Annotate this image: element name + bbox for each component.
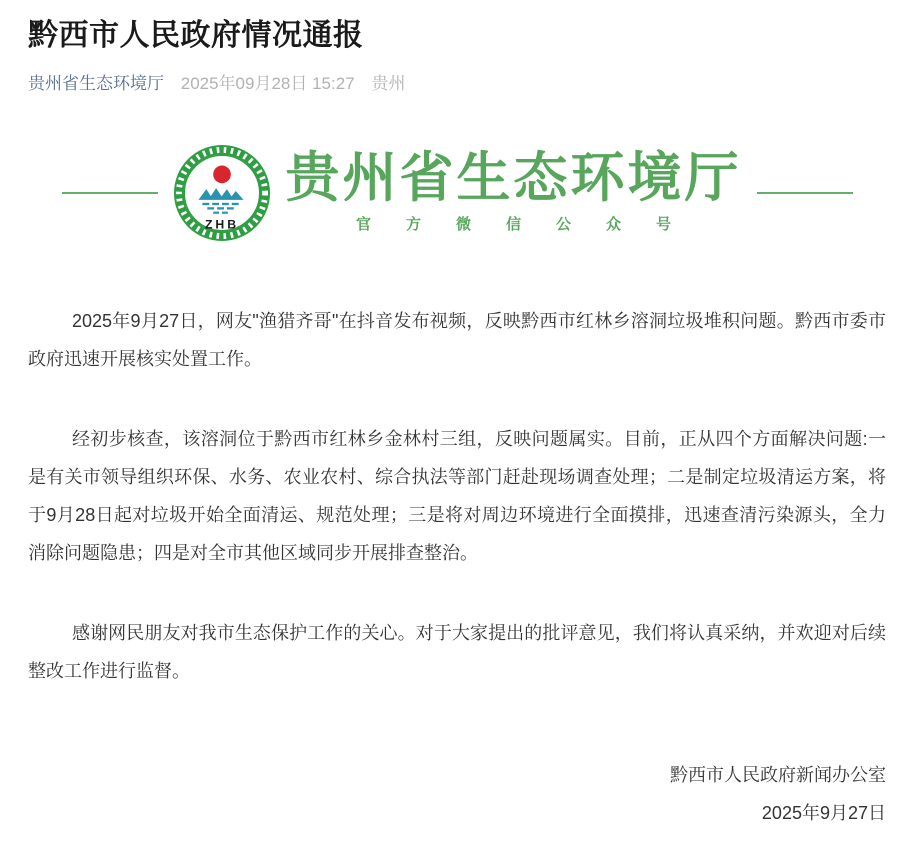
environment-bureau-logo-icon — [173, 144, 271, 242]
banner-org-name: 贵州省生态环境厅 — [285, 148, 742, 208]
publish-location: 贵州 — [371, 73, 406, 93]
banner-caption: 官方微信公众号 — [355, 216, 706, 233]
logo-monogram: ZHB — [204, 216, 239, 231]
page-title: 黔西市人民政府情况通报 — [28, 19, 364, 52]
signature-block — [28, 756, 886, 832]
banner-left-rule — [62, 192, 158, 194]
paragraph-1: 2025年9月27日，网友"渔猎齐哥"在抖音发布视频，反映黔西市红林乡溶洞垃圾堆积问题。黔西市委市政府迅速开展核实处置工作。 — [28, 310, 886, 369]
publish-time: 2025年09月28日 15:27 — [180, 73, 355, 93]
banner-right-rule — [757, 192, 853, 194]
article-meta — [28, 72, 886, 96]
article-body — [28, 302, 886, 832]
paragraph-2: 经初步核查，该溶洞位于黔西市红林乡金林村三组，反映问题属实。目前，正从四个方面解决问题:一是有关市领导组织环保、水务、农业农村、综合执法等部门赶赴现场调查处理；二是制定垃圾清运方案，将于9月28日起对垃圾开始全面清运、规范处理；三是将对周边环境进行全面摸排，迅速查清污染源头，全力消除问题隐患；四是对全市其他区域同步开展排查整治。 — [28, 428, 886, 563]
source-account-link[interactable]: 贵州省生态环境厅 — [28, 73, 164, 93]
signature-date: 2025年9月27日 — [761, 802, 886, 823]
org-banner — [28, 140, 886, 246]
paragraph-3: 感谢网民朋友对我市生态保护工作的关心。对于大家提出的批评意见，我们将认真采纳，并欢迎对后续整改工作进行监督。 — [28, 622, 886, 681]
banner-text-block — [285, 148, 742, 234]
signature-org: 黔西市人民政府新闻办公室 — [670, 764, 886, 785]
